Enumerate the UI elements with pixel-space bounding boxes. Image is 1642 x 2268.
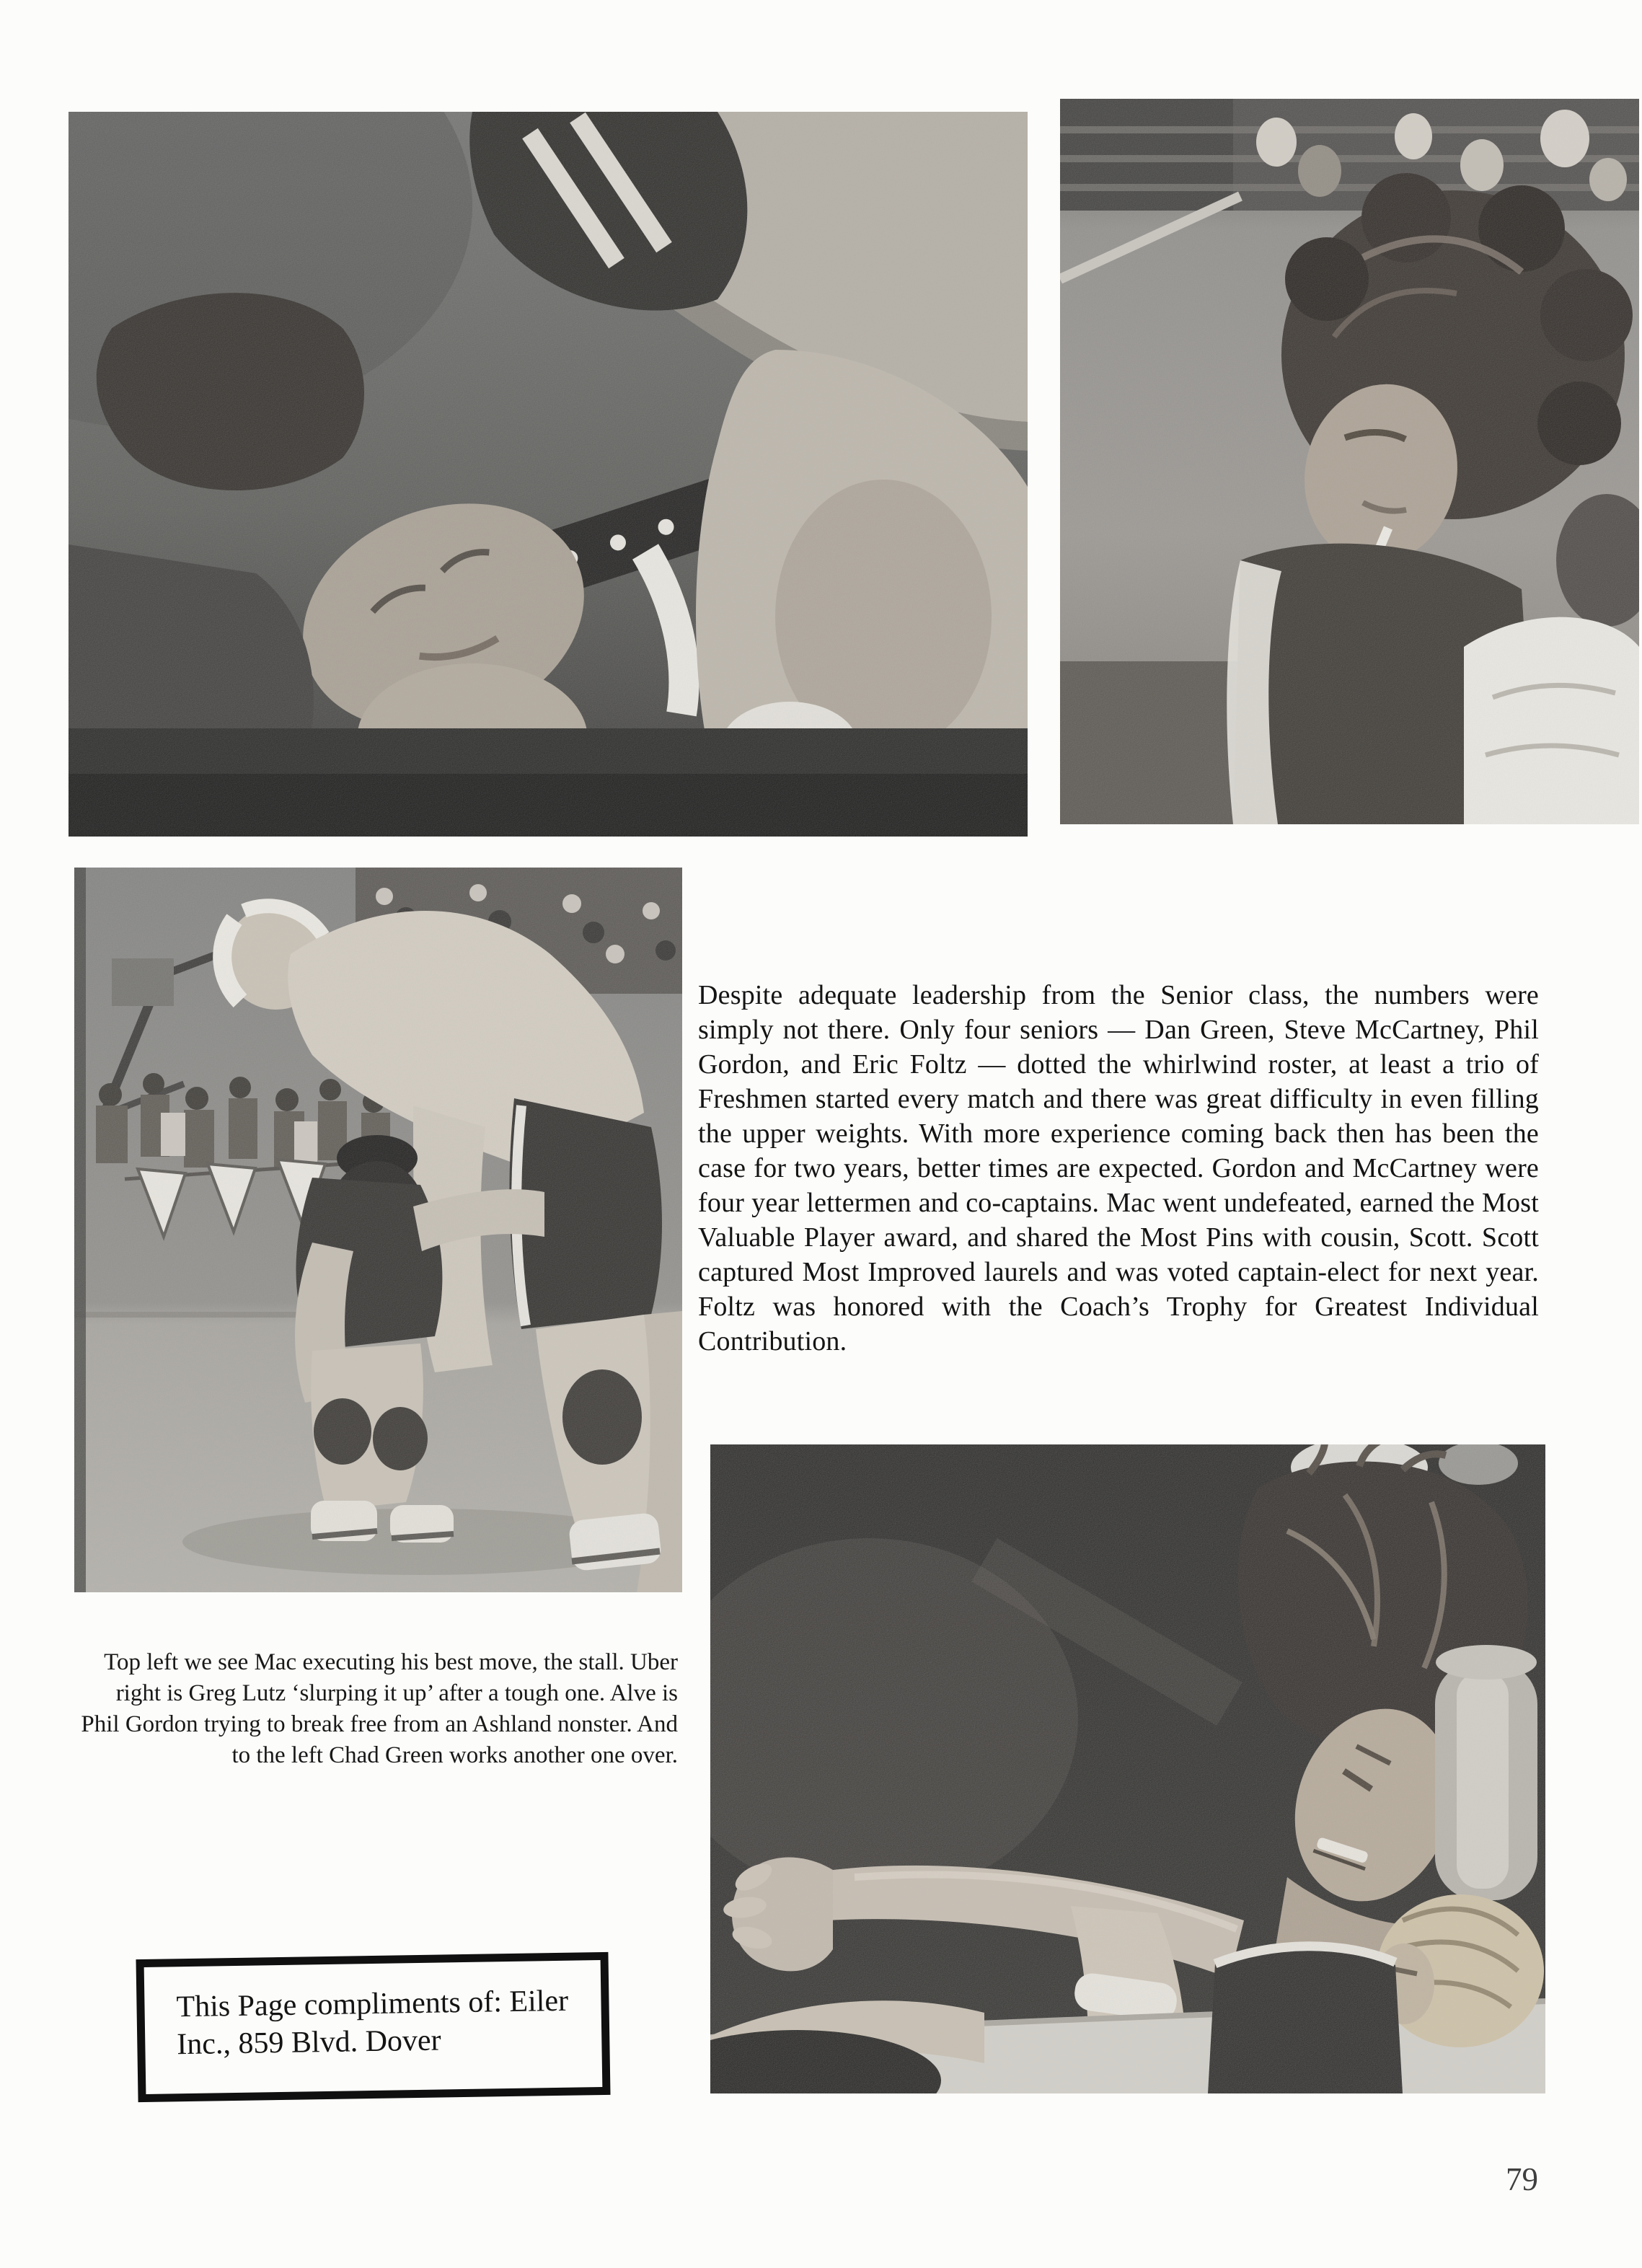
photo-wrestler-working-art <box>710 1444 1545 2093</box>
photo-wrestlers-standing-gym <box>74 868 682 1592</box>
photo-wrestlers-grappling-art <box>69 112 1028 837</box>
photo-wrestler-drinking-art <box>1060 99 1639 824</box>
article-paragraph: Despite adequate leadership from the Senior class, the numbers were simply not there. Only four seniors — Dan Green, Steve McCartney, Phil Gordon, and Eric Foltz — dotted the whirlwind roster, at least a trio of Freshmen started every match and there was great difficulty in even filling the upper weights. With more experience coming back then has been the case for two years, better times are expected. Gordon and McCartney were four year lettermen and co-captains. Mac went undefeated, earned the Most Valuable Player award, and shared the Most Pins with cousin, Scott. Scott captured Most Improved laurels and was voted captain-elect for next year. Foltz was honored with the Coach’s Trophy for Greatest Individual Contribution. <box>698 980 1539 1356</box>
sponsor-box <box>136 1952 610 2102</box>
sponsor-text <box>176 1982 602 2063</box>
sponsor-line-1: This Page compliments of: Eiler <box>176 1984 569 2024</box>
photo-wrestlers-standing-art <box>74 868 682 1592</box>
photo-caption: Top left we see Mac executing his best move, the stall. Uber right is Greg Lutz ‘slurping it up’ after a tough one. Alve is Phil Gordon trying to break free from an Ashland nonster. And to the left Chad Green works another one over. <box>81 1649 678 1768</box>
photo-wrestlers-grappling <box>69 112 1028 837</box>
photo-wrestler-drinking <box>1060 99 1639 824</box>
photo-wrestler-working-over-opponent <box>710 1444 1545 2093</box>
page-number: 79 <box>1506 2161 1538 2197</box>
sponsor-line-2: Inc., 859 Blvd. Dover <box>176 2024 441 2062</box>
